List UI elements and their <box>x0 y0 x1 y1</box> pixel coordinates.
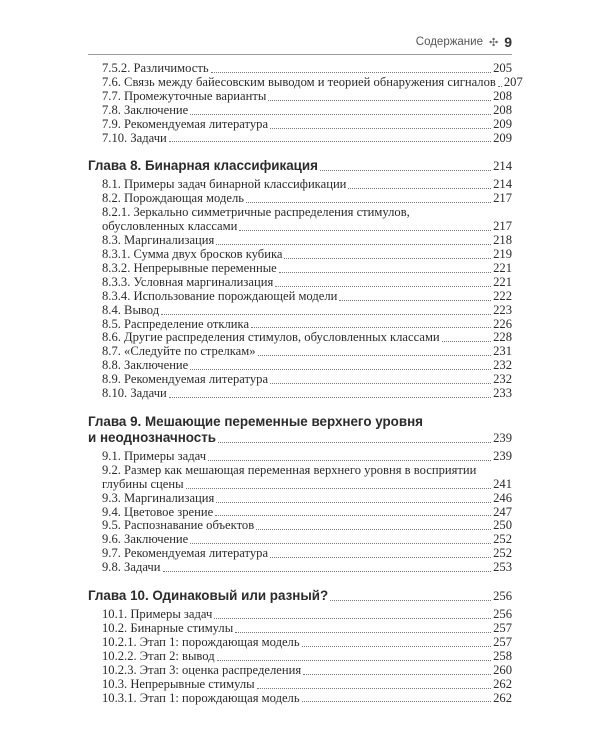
toc-entry[interactable] <box>88 90 512 104</box>
toc-entry-title-line: Глава 9. Мешающие переменные верхнего уровня <box>88 413 424 429</box>
toc-page-number: 214 <box>493 177 512 192</box>
toc-page-number: 250 <box>493 518 512 533</box>
toc-entry-title: 10.1. Примеры задач <box>102 607 213 622</box>
toc-dot-leader <box>251 327 491 328</box>
toc-entry-title: 8.4. Вывод <box>102 302 160 317</box>
toc-entry-title: обусловленных классами <box>102 219 238 234</box>
toc-page-number: 257 <box>493 621 512 635</box>
toc-entry[interactable] <box>88 74 523 90</box>
header-page-number: 9 <box>504 34 512 50</box>
toc-dot-leader <box>256 529 491 530</box>
toc-entry-title: 7.7. Промежуточные варианты <box>102 88 267 103</box>
toc-page-number: 218 <box>493 233 512 248</box>
toc-entry-title: 8.5. Распределение отклика <box>102 316 250 331</box>
toc-dot-leader <box>275 286 491 287</box>
toc-entry-title: 9.4. Цветовое зрение <box>102 504 214 519</box>
toc-entry[interactable] <box>88 506 512 520</box>
toc-dot-leader <box>218 442 491 443</box>
toc-page-number: 214 <box>493 159 512 174</box>
toc-entry[interactable] <box>88 636 512 650</box>
toc-entry[interactable] <box>88 262 512 276</box>
toc-dot-leader <box>169 397 491 398</box>
toc-dot-leader <box>270 557 491 558</box>
toc-page-number: 262 <box>493 676 512 691</box>
toc-entry-title: 8.3.2. Непрерывные переменные <box>102 260 277 275</box>
toc-entry-title: 7.5.2. Различимость <box>102 61 209 75</box>
toc-entry-title: 10.2.2. Этап 2: вывод <box>102 648 215 663</box>
toc-entry[interactable] <box>88 519 512 533</box>
toc-page-number: 219 <box>493 246 512 261</box>
toc-entry[interactable] <box>88 132 512 146</box>
toc-dot-leader <box>190 543 491 544</box>
running-header <box>88 30 512 55</box>
toc-dot-leader <box>268 100 491 101</box>
toc-entry[interactable] <box>88 345 512 359</box>
toc-entry[interactable] <box>88 178 512 192</box>
toc-dot-leader <box>303 674 491 675</box>
toc-dot-leader <box>284 258 491 259</box>
toc-page-number: 217 <box>493 191 512 206</box>
toc-entry[interactable] <box>88 561 512 575</box>
header-ornament-icon: ✣ <box>488 36 499 49</box>
toc-entry-title: 10.3.1. Этап 1: порождающая модель <box>102 690 300 705</box>
toc-entry[interactable] <box>88 248 512 262</box>
toc-page-number: 205 <box>493 61 512 75</box>
toc-entry[interactable] <box>88 62 512 76</box>
toc-page-number: 232 <box>493 372 512 387</box>
toc-entry[interactable] <box>88 533 512 547</box>
toc-entry-title: 8.3.3. Условная маргинализация <box>102 274 274 289</box>
toc-page-number: 239 <box>493 430 512 445</box>
toc-entry-title: 7.8. Заключение <box>102 102 189 117</box>
toc-entry[interactable] <box>88 492 512 506</box>
toc-dot-leader <box>208 460 491 461</box>
toc-entry-title: 8.3.4. Использование порождающей модели <box>102 288 338 303</box>
toc-entry[interactable] <box>88 608 512 622</box>
toc-page-number: 207 <box>503 74 523 89</box>
toc-page-number: 246 <box>493 490 512 505</box>
toc-entry[interactable] <box>88 331 512 345</box>
toc-entry-title: 7.10. Задачи <box>102 130 167 145</box>
toc-entry[interactable] <box>88 318 512 332</box>
toc-page-number: 247 <box>493 504 512 519</box>
toc-chapter-entry[interactable] <box>88 588 512 604</box>
toc-page-number: 258 <box>493 648 512 663</box>
toc-entry[interactable] <box>88 387 512 401</box>
toc-entry[interactable] <box>88 650 512 664</box>
toc-entry-title-line: 8.2.1. Зеркально симметричные распределения стимулов, <box>102 205 410 220</box>
toc-page-number: 232 <box>493 358 512 373</box>
toc-dot-leader <box>190 114 491 115</box>
toc-entry[interactable] <box>88 276 512 290</box>
toc-entry[interactable] <box>88 192 512 206</box>
toc-page-number: 221 <box>493 260 512 275</box>
toc-entry[interactable] <box>88 118 512 132</box>
toc-page-number: 241 <box>493 476 512 491</box>
toc-entry-title: 10.2.1. Этап 1: порождающая модель <box>102 634 300 649</box>
toc-dot-leader <box>239 230 491 231</box>
toc-entry-title: 8.6. Другие распределения стимулов, обусловленных классами <box>102 330 440 345</box>
toc-dot-leader <box>214 618 491 619</box>
toc-entry[interactable] <box>88 304 512 318</box>
toc-dot-leader <box>339 300 491 301</box>
toc-chapter-entry[interactable] <box>88 414 512 446</box>
toc-page-number: 253 <box>493 560 512 575</box>
toc-entry-title: 9.8. Задачи <box>102 560 161 575</box>
toc-dot-leader <box>320 170 491 171</box>
toc-page-number: 209 <box>493 130 512 145</box>
toc-entry-title: 8.2. Порождающая модель <box>102 191 244 206</box>
toc-entry[interactable] <box>88 450 512 464</box>
toc-page-number: 217 <box>493 219 512 234</box>
toc-page-number: 256 <box>493 589 512 604</box>
toc-page-number: 262 <box>493 690 512 705</box>
toc-entry-title: и неоднозначность <box>88 429 217 445</box>
toc-dot-leader <box>302 701 492 702</box>
toc-entry[interactable] <box>88 678 512 692</box>
toc-dot-leader <box>163 571 492 572</box>
toc-entry-title: 7.6. Связь между байесовским выводом и теорией обнаружения сигналов <box>102 74 496 89</box>
toc-entry-title: 10.2.3. Этап 3: оценка распределения <box>102 662 302 677</box>
toc-dot-leader <box>270 128 491 129</box>
toc-entry-title: 8.10. Задачи <box>102 386 167 401</box>
toc-dot-leader <box>215 515 491 516</box>
toc-entry[interactable] <box>88 692 512 706</box>
toc-entry-title: Глава 10. Одинаковый или разный? <box>88 588 329 604</box>
toc-entry-title: 8.9. Рекомендуемая литература <box>102 372 269 387</box>
toc-page-number: 260 <box>493 662 512 677</box>
toc-entry-title: 10.3. Непрерывные стимулы <box>102 676 255 691</box>
toc-entry-title: 8.8. Заключение <box>102 358 189 373</box>
toc-entry-title: 9.7. Рекомендуемая литература <box>102 546 269 561</box>
toc-entry[interactable] <box>88 206 512 234</box>
toc-page-number: 208 <box>493 88 512 103</box>
toc-entry[interactable] <box>88 547 512 561</box>
toc-entry[interactable] <box>88 359 512 373</box>
toc-page-number: 208 <box>493 102 512 117</box>
toc-page-number: 233 <box>493 386 512 401</box>
toc-page-number: 252 <box>493 532 512 547</box>
header-section-title: Содержание <box>415 36 483 48</box>
toc-entry[interactable] <box>88 464 512 492</box>
toc-dot-leader <box>216 502 491 503</box>
toc-entry-title: 8.7. «Следуйте по стрелкам» <box>102 344 256 359</box>
toc-entry-title: 8.1. Примеры задач бинарной классификации <box>102 177 347 192</box>
toc-entry-title: 7.9. Рекомендуемая литература <box>102 116 269 131</box>
toc-dot-leader <box>186 488 492 489</box>
toc-dot-leader <box>169 141 491 142</box>
toc-dot-leader <box>348 188 491 189</box>
toc-dot-leader <box>258 355 492 356</box>
toc-entry-title: 9.5. Распознавание объектов <box>102 518 255 533</box>
toc-page-number: 257 <box>493 634 512 649</box>
toc-dot-leader <box>330 600 491 601</box>
toc-entry[interactable] <box>88 622 512 636</box>
toc-dot-leader <box>498 86 502 87</box>
toc-entry[interactable] <box>88 234 512 248</box>
toc-entry-title: Глава 8. Бинарная классификация <box>88 158 318 174</box>
toc-dot-leader <box>246 202 491 203</box>
toc-dot-leader <box>302 646 492 647</box>
toc-dot-leader <box>257 688 492 689</box>
toc-dot-leader <box>235 632 491 633</box>
toc-entry[interactable] <box>88 373 512 387</box>
toc-dot-leader <box>190 369 491 370</box>
toc-dot-leader <box>216 244 491 245</box>
toc-entry-title: 9.1. Примеры задач <box>102 448 207 463</box>
toc-entry[interactable] <box>88 104 512 118</box>
toc-entry-title: 10.2. Бинарные стимулы <box>102 621 234 635</box>
toc-page-number: 228 <box>493 330 512 345</box>
toc-page-number: 222 <box>493 288 512 303</box>
toc-page-number: 226 <box>493 316 512 331</box>
toc-page-number: 252 <box>493 546 512 561</box>
toc-entry-title: 8.3.1. Сумма двух бросков кубика <box>102 246 283 261</box>
toc-page-number: 231 <box>493 344 512 359</box>
toc-page-number: 256 <box>493 607 512 622</box>
table-of-contents <box>88 61 523 705</box>
toc-entry-title: 8.3. Маргинализация <box>102 233 215 248</box>
toc-entry-title: 9.6. Заключение <box>102 532 189 547</box>
toc-chapter-entry[interactable] <box>88 158 512 174</box>
toc-page-number: 239 <box>493 448 512 463</box>
toc-entry[interactable] <box>88 290 512 304</box>
toc-entry-title: 9.3. Маргинализация <box>102 490 215 505</box>
toc-dot-leader <box>270 383 491 384</box>
toc-dot-leader <box>442 341 491 342</box>
toc-entry[interactable] <box>88 664 512 678</box>
toc-page-number: 221 <box>493 274 512 289</box>
toc-dot-leader <box>161 314 491 315</box>
toc-entry-title: глубины сцены <box>102 476 184 491</box>
toc-dot-leader <box>211 72 492 73</box>
toc-entry-title-line: 9.2. Размер как мешающая переменная верхнего уровня в восприятии <box>102 462 477 477</box>
toc-page-number: 209 <box>493 116 512 131</box>
toc-dot-leader <box>217 660 491 661</box>
toc-dot-leader <box>279 272 491 273</box>
toc-page-number: 223 <box>493 302 512 317</box>
